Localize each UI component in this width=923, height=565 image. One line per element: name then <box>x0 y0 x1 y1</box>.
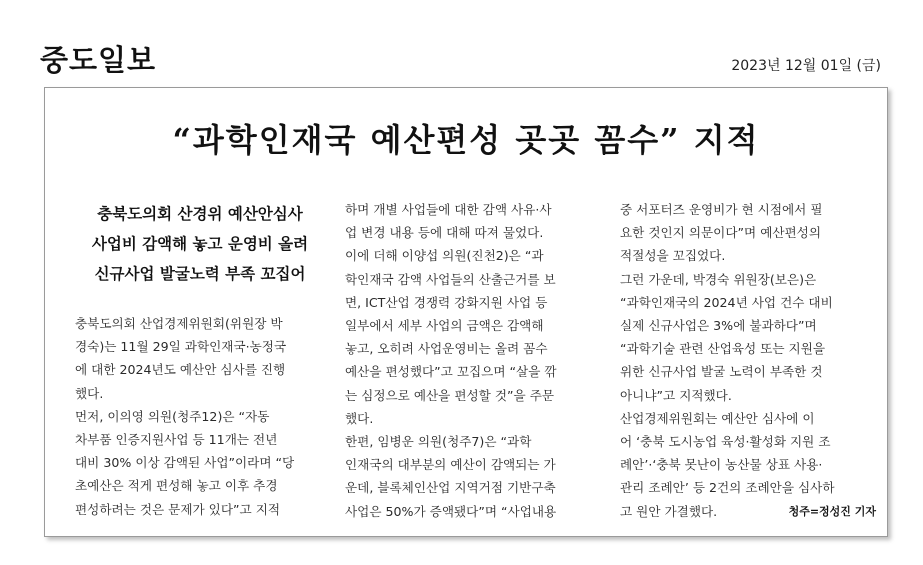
text-line: 운데, 블록체인산업 지역거점 기반구축 <box>345 480 556 496</box>
text-line: 실제 신규사업은 3%에 불과하다”며 <box>620 318 817 334</box>
text-line: “과학기술 관련 산업육성 또는 지원을 <box>620 341 826 357</box>
article-headline: “과학인재국 예산편성 곳곳 꼼수” 지적 <box>172 121 760 159</box>
text-line: 인재국의 대부분의 예산이 감액되는 가 <box>345 457 556 473</box>
subheading-line: 신규사업 발굴노력 부족 꼬집어 <box>94 265 306 283</box>
text-line: 편성하려는 것은 문제가 있다”고 지적 <box>75 501 281 517</box>
text-line: 어 ‘충북 도시농업 육성·활성화 지원 조 <box>620 434 831 450</box>
text-line: 이에 더해 이양섭 의원(진천2)은 “과 <box>345 248 544 264</box>
text-line: 례안’·‘충북 못난이 농산물 상표 사용· <box>620 457 823 473</box>
newspaper-masthead: 중도일보 <box>40 43 157 77</box>
text-line: 먼저, 이의영 의원(청주12)은 “자동 <box>75 408 270 424</box>
text-line: 한편, 임병운 의원(청주7)은 “과학 <box>345 434 532 450</box>
text-line: 사업은 50%가 증액됐다”며 “사업내용 <box>345 503 557 519</box>
text-line: 차부품 인증지원사업 등 11개는 전년 <box>75 432 278 448</box>
article-column-1 <box>75 312 327 521</box>
text-line: 위한 신규사업 발굴 노력이 부족한 것 <box>620 364 823 380</box>
subheading-line: 충북도의회 산경위 예산안심사 <box>97 205 303 223</box>
text-line: 면, ICT산업 경쟁력 강화지원 사업 등 <box>345 294 548 310</box>
text-line: 중 서포터즈 운영비가 현 시점에서 필 <box>620 202 823 217</box>
text-line: 관리 조례안’ 등 2건의 조례안을 심사하 <box>620 480 835 496</box>
text-line: 업 변경 내용 등에 대해 따져 물었다. <box>345 225 544 241</box>
text-line: 초예산은 적게 편성해 놓고 이후 추경 <box>75 478 278 494</box>
article-column-2 <box>345 198 600 523</box>
publication-date: 2023년 12월 01일 (금) <box>731 58 881 74</box>
text-line: 했다. <box>75 385 104 401</box>
text-line: 예산을 편성했다”고 꼬집으며 “살을 깎 <box>345 364 557 380</box>
article-frame <box>44 87 888 537</box>
text-line: 그런 가운데, 박경숙 위원장(보은)은 <box>620 271 817 287</box>
text-line: 적절성을 꼬집었다. <box>620 248 726 264</box>
article-column-3 <box>620 198 876 523</box>
subheading-line: 사업비 감액해 놓고 운영비 올려 <box>91 235 309 253</box>
text-line: 에 대한 2024년도 예산안 심사를 진행 <box>75 362 286 378</box>
text-line: 고 원안 가결했다. <box>620 503 718 519</box>
text-line: 요한 것인지 의문이다”며 예산편성의 <box>620 225 822 241</box>
text-line: 했다. <box>345 410 374 426</box>
text-line: 하며 개별 사업들에 대한 감액 사유·사 <box>345 202 552 217</box>
text-line: 학인재국 감액 사업들의 산출근거를 보 <box>345 271 556 287</box>
text-line: 놓고, 오히려 사업운영비는 올려 꼼수 <box>345 341 548 357</box>
text-line: 충북도의회 산업경제위원회(위원장 박 <box>75 316 283 331</box>
text-line: 는 심정으로 예산을 편성할 것”을 주문 <box>345 387 555 403</box>
article-subheadings <box>75 199 325 289</box>
text-line-with-byline <box>620 500 876 523</box>
text-line: 일부에서 세부 사업의 금액은 감액해 <box>345 318 544 334</box>
reporter-byline: 청주=정성진 기자 <box>788 504 876 518</box>
text-line: 아니냐”고 지적했다. <box>620 387 732 403</box>
text-line: “과학인재국의 2024년 사업 건수 대비 <box>620 294 833 310</box>
text-line: 경숙)는 11월 29일 과학인재국·농정국 <box>75 339 287 355</box>
text-line: 산업경제위원회는 예산안 심사에 이 <box>620 410 815 426</box>
text-line: 대비 30% 이상 감액된 사업”이라며 “당 <box>75 455 295 471</box>
